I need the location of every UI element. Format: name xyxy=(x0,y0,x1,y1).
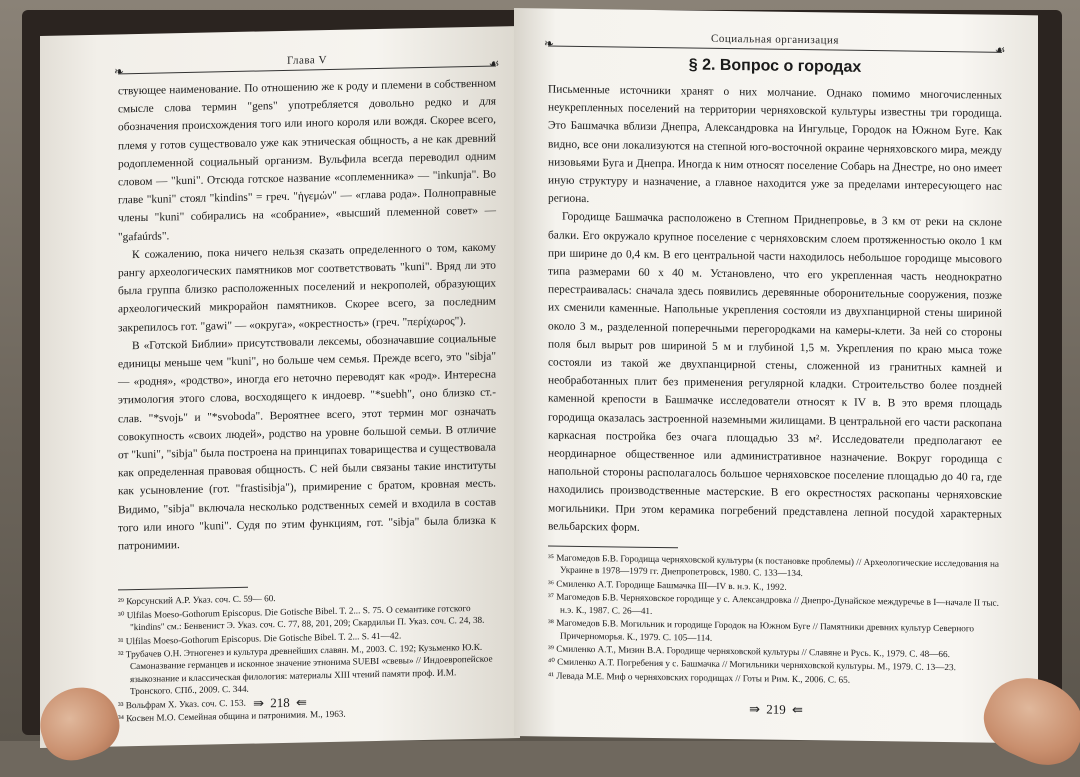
running-head-title: Социальная организация xyxy=(711,32,839,47)
footnote: ³⁴ Косвен М.О. Семейная община и патронимия. М., 1963. xyxy=(118,708,346,724)
footnote: ⁴⁰ Смиленко А.Т. Погребения у с. Башмачка // Могильники черняховской культуры. М., 1979. С. 13—23. xyxy=(548,656,956,673)
paragraph: В «Готской Библии» присутствовали лексемы, обозначавшие социальные единицы меньше чем "kuni", но больше чем семья. Прежде всего, это "sibja" — «родня», «родство», иногда его неточно переводят как «род». Интересна этимология этого слова, восходящего к индоевр. "*suebh", оно близко ст.-слав. "*svojь" и "*svoboda". Вероятнее всего, этот термин мог означать совокупность «своих людей», родство на уровне большой семьи. В отличие от "kuni", "sibja" была построена на принципах товарищества и существовала как определенная правовая общность. С ней были связаны такие институты как усыновление (гот. "frastisibja"), примирение с братом, кровная месть. Видимо, "sibja" включала несколько родственных семей и входила в состав того или иного "kuni". Судя по этим функциям, гот. "sibja" была близка к патронимии. xyxy=(118,332,496,553)
footnote: ³⁶ Смиленко А.Т. Городище Башмачка III—IV в. н.э. К., 1992. xyxy=(548,578,787,592)
footnote: ³³ Вольфрам Х. Указ. соч. С. 153. xyxy=(118,697,246,710)
footnote: ³² Трубачев О.Н. Этногенез и культура древнейших славян. М., 2003. С. 192; Кузьменко Ю.К. Самоназвание германцев и исконное значение этнонима SUEBI «свевы» // Индоевропейское языкознание и классическая филология: материалы XIII чтений памяти проф. И.М. Тронского. СПб., 2009. С. 344. xyxy=(118,641,493,697)
right-body-text xyxy=(548,80,1002,541)
left-running-head xyxy=(114,51,500,79)
paragraph: Городище Башмачка расположено в Степном Приднепровье, в 3 км от реки на склоне балки. Его окружало крупное поселение с черняховским слоем протяженностью около 1 км при ширине до 0,4 км. В его центральной части находилось небольшое городище мысового типа размерами 60 х 40 м. Установлено, что его укрепленная часть неоднократно перестраивалась: сначала здесь появились деревянные оборонительные сооружения, позже их сменили каменные. Напольные укрепления состояли из двухпанцирной стены шириной около 3 м., разделенной поперечными перегородками на камеры-клети. За ней со стороны поля был вырыт ров шириной 5 м и глубиной 1,5 м. Укрепления по краю мыса тоже состояли из такой же двухпанцирной стены, сложенной из гранитных камней и необработанных плит без применения регулярной кладки. Строительство более поздней каменной крепости в Башмачке исследователи относят к IV в. В это время площадь городища оказалась застроенной наземными жилищами. В центральной его части раскопана каркасная постройка без очага площадью 33 м². Исследователи предполагают ее неординарное общественное или административное назначение. Вокруг городища с напольной стороны располагалось большое черняховское поселение площадью до 40 га, где находились производственные мастерские. В его окрестностях раскопаны черняховские могильники. При этом керамика погребений представлена лепной посудой характерных вельбарских форм. xyxy=(548,211,1002,534)
ornament-icon: ☙ xyxy=(994,42,1006,57)
left-page xyxy=(40,26,520,748)
footnote: ³⁷ Магомедов Б.В. Черняховское городище у с. Александровка // Днепро-Дунайское междуречье в I—начале II тыс. н.э. К., 1987. С. 26—41. xyxy=(548,591,999,616)
ornament-icon: ☙ xyxy=(488,56,500,71)
left-body-text xyxy=(118,75,496,556)
page-number-value: 219 xyxy=(766,701,786,717)
footnote: ²⁹ Корсунский А.Р. Указ. соч. С. 59— 60. xyxy=(118,593,276,607)
ornament-icon: ❧ xyxy=(544,36,555,51)
section-title: § 2. Вопрос о городах xyxy=(688,56,862,76)
footnote: ³¹ Ulfilas Moeso-Gothorum Episcopus. Die Gotische Bibel. T. 2... S. 41—42. xyxy=(118,629,402,646)
right-footnotes xyxy=(548,552,1002,688)
right-page xyxy=(514,8,1038,743)
chapter-title: Глава V xyxy=(286,54,328,67)
right-page-number xyxy=(514,698,1038,721)
paragraph: Письменные источники хранят о них молчание. Однако помимо многочисленных неукрепленных поселений на территории черняховской культуры известны три городища. Это Башмачка вблизи Днепра, Александровка на Ингульце, Городок на Южном Буге. Как видно, все они локализуются на степной юго-восточной окраине черняховского мира, между низовьями Буга и Днепра. Иногда к ним относят поселение Собарь на Днестре, но оно имеет иную структуру и назначение, а главное находится уже за пределами интересующего нас региона. xyxy=(548,83,1002,206)
arrow-left-icon: ⇚ xyxy=(296,694,307,710)
arrow-right-icon: ⇛ xyxy=(749,701,760,717)
right-running-head xyxy=(544,30,1006,57)
footnote: ³⁰ Ulfilas Moeso-Gothorum Episcopus. Die Gotische Bibel. T. 2... S. 75. О семантике готского "kindins" см.: Бенвенист Э. Указ. соч. С. 77, 88, 201, 209; Скардильи П. Указ. соч. С. 24, 38. xyxy=(118,602,485,633)
page-number-value: 218 xyxy=(270,694,290,711)
footnote: ³⁸ Магомедов Б.В. Могильник и городище Городок на Южном Буге // Памятники древних культур Северного Причерноморья. К., 1979. С. 105—114. xyxy=(548,617,975,643)
footnote-divider xyxy=(118,587,248,591)
arrow-left-icon: ⇚ xyxy=(792,701,803,718)
footnote: ⁴¹ Левада М.Е. Миф о черняховских городищах // Готы и Рим. К., 2006. С. 65. xyxy=(548,670,851,685)
paragraph: К сожалению, пока ничего нельзя сказать определенного о том, какому рангу археологических памятников мог соответствовать "kuni". Вряд ли это была группа близко расположенных поселений и некрополей, образующих археологический микрорайон памятников. Скорее всего, за последним закрепилось гот. "gawi" — «округа», «окрестность» (греч. "περίχωρος"). xyxy=(118,241,496,335)
footnote: ³⁵ Магомедов Б.В. Городища черняховской культуры (к постановке проблемы) // Археологические исследования на Украине в 1978—1979 гг. Днепропетровск, 1980. С. 133—134. xyxy=(548,552,999,579)
ornament-icon: ❧ xyxy=(114,64,125,79)
paragraph: ствующее наименование. По отношению же к роду и племени в собственном смысле слова термин "gens" употребляется довольно редко и для обозначения происхождения того или иного короля или вождя. Скорее всего, племя у готов существовало уже как этническая общность, а не как древний родоплеменной социальный организм. Вульфила всегда переводил одним словом — "kuni". Отсюда готское название «соплеменника» — "inkunja". Во главе "kuni" стоял "kindins" = греч. "ἡγεμών" — «глава рода». Полноправные члены "kuni" собирались на «собрание», «высший племенной совет» — "gafaúrds". xyxy=(118,77,496,244)
footnote: ³⁹ Смиленко А.Т., Мизин В.А. Городище черняховской культуры // Славяне и Русь. К., 1979. С. 48—66. xyxy=(548,643,950,660)
footnote-divider xyxy=(548,546,678,549)
arrow-right-icon: ⇛ xyxy=(253,695,264,711)
